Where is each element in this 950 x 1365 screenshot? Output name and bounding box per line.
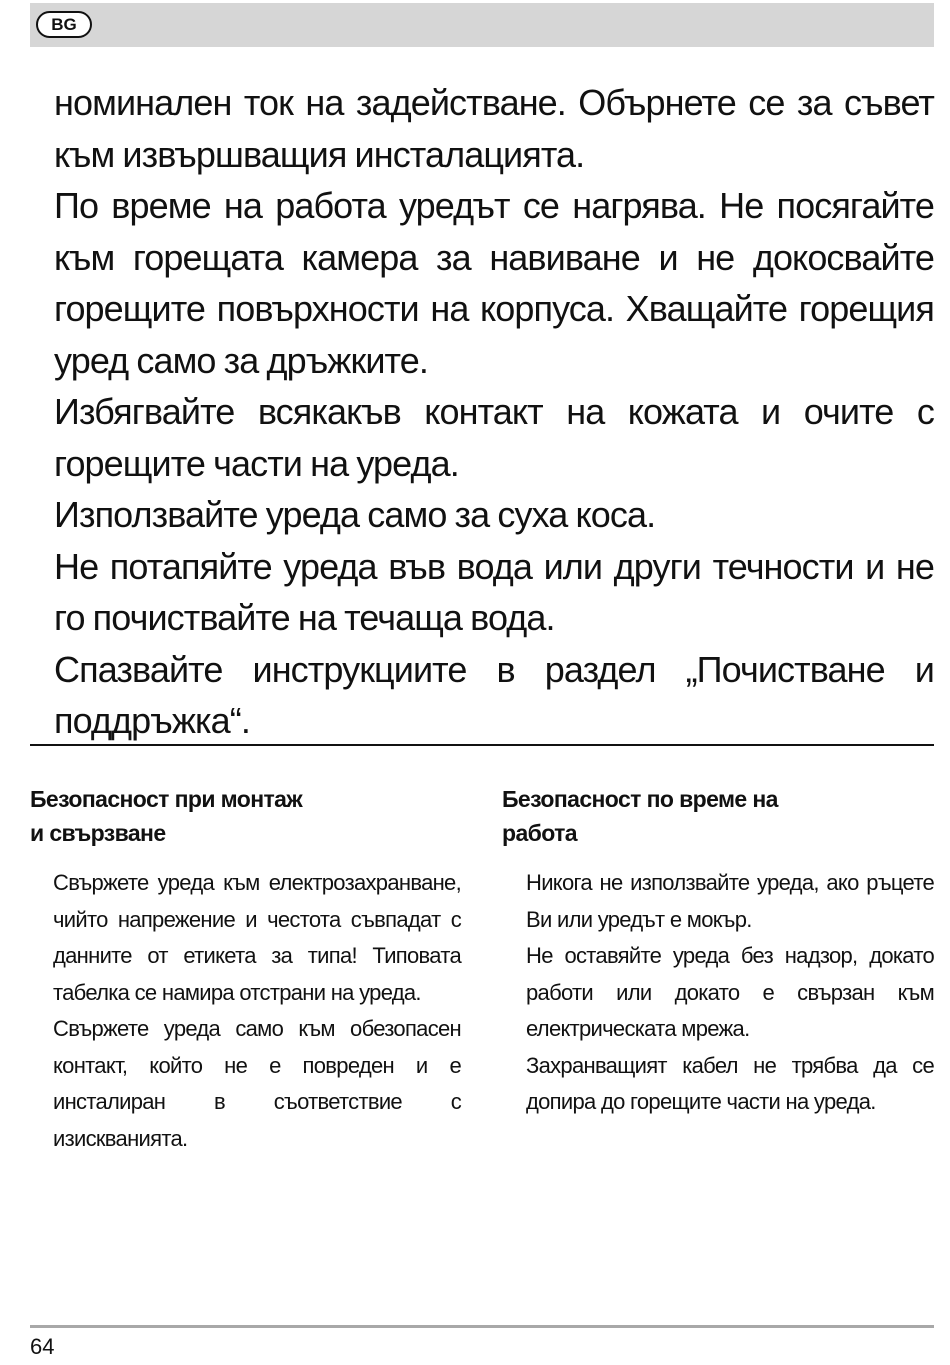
safety-paragraph: номинален ток на задействане. Обърнете се за съвет към извършващия инсталацията. — [54, 82, 934, 175]
heading-line: Безопасност при монтаж — [30, 786, 303, 812]
section-heading-installation — [30, 782, 460, 850]
column-paragraph: Свържете уреда само към обезопасен контакт, който не е повреден и е инсталиран в съответствие с изискванията. — [53, 1016, 461, 1151]
safety-paragraph: Избягвайте всякакъв контакт на кожата и очите с горещите части на уреда. — [54, 391, 934, 484]
safety-paragraph: По време на работа уредът се нагрява. Не посягайте към горещата камера за навиване и не докосвайте горещите повърхности на корпуса. Хващайте горещия уред само за дръжките. — [54, 185, 934, 381]
section-divider — [30, 744, 934, 746]
heading-line: Безопасност по време на — [502, 786, 778, 812]
section-heading-operation — [502, 782, 932, 850]
installation-safety-text — [53, 865, 461, 1157]
safety-paragraph: Спазвайте инструкциите в раздел „Почистване и поддръжка“. — [54, 648, 934, 741]
column-paragraph: Не оставяйте уреда без надзор, докато работи или докато е свързан към електрическата мрежа. — [526, 943, 934, 1041]
column-paragraph: Никога не използвайте уреда, ако ръцете Ви или уредът е мокър. — [526, 870, 934, 932]
column-paragraph: Свържете уреда към електрозахранване, чийто напрежение и честота съвпадат с данните от етикета за типа! Типовата табелка се намира отстрани на уреда. — [53, 870, 461, 1005]
safety-paragraph: Не потапяйте уреда във вода или други течности и не го почиствайте на течаща вода. — [54, 545, 934, 638]
safety-text-block — [54, 77, 934, 747]
safety-paragraph: Използвайте уреда само за суха коса. — [54, 494, 656, 535]
header-bar — [30, 3, 934, 47]
heading-line: работа — [502, 820, 577, 846]
column-paragraph: Захранващият кабел не трябва да се допира до горещите части на уреда. — [526, 1052, 934, 1114]
heading-line: и свързване — [30, 820, 166, 846]
operation-safety-text — [526, 865, 934, 1121]
footer-divider — [30, 1325, 934, 1328]
page-number: 64 — [30, 1334, 55, 1359]
language-badge: BG — [36, 11, 92, 38]
